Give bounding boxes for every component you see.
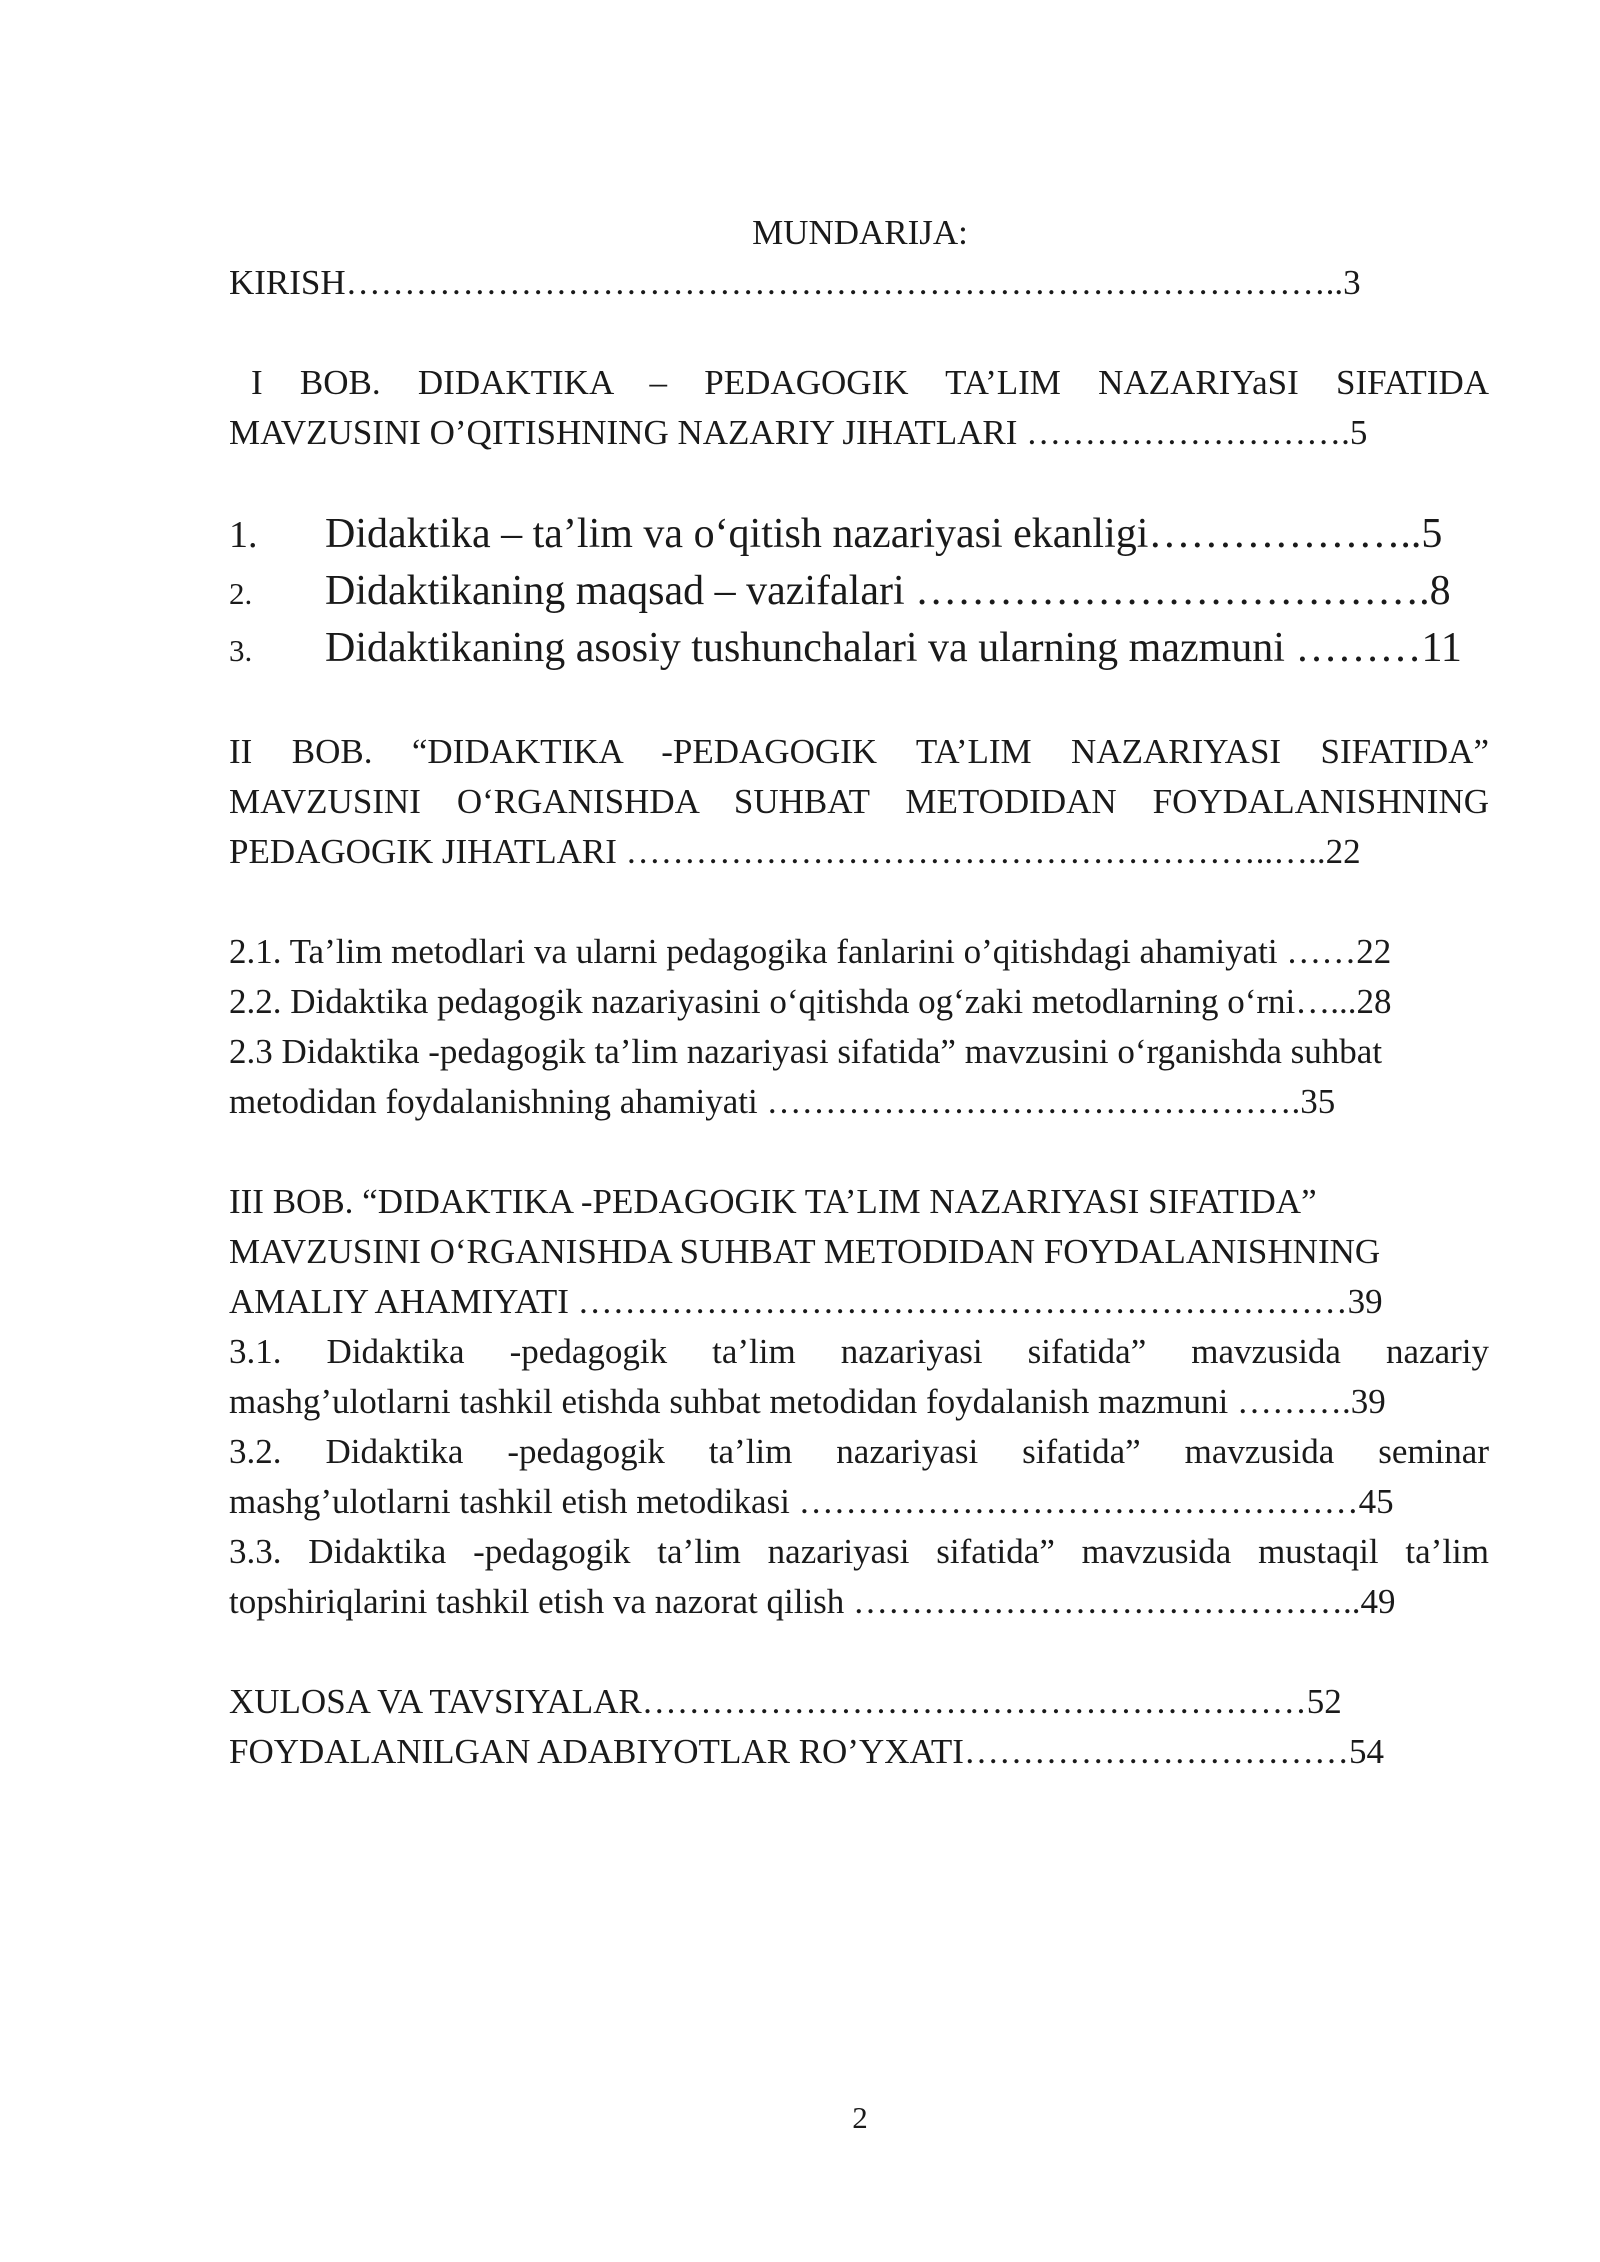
toc-entry-references: FOYDALANILGAN ADABIYOTLAR RO’YXATI……………………………54 [229,1732,1384,1771]
section-3-3-line1: 3.3. Didaktika -pedagogik ta’lim nazariyasi sifatida” mavzusida mustaqil ta’lim [229,1532,1489,1571]
section-2-3-line1: 2.3 Didaktika -pedagogik ta’lim nazariyasi sifatida” mavzusini o‘rganishda suhbat [229,1032,1383,1071]
item-number: 2. [229,576,253,611]
section-2-2: 2.2. Didaktika pedagogik nazariyasini o‘qitishda og‘zaki metodlarning o‘rni…...28 [229,982,1392,1021]
chapter-2-title-line2: MAVZUSINI O‘RGANISHDA SUHBAT METODIDAN FOYDALANISHNING [229,782,1489,821]
toc-entry-kirish: KIRISH…………………………………………………………………………..3 [229,263,1361,302]
item-text: Didaktikaning maqsad – vazifalari ……………………………….8 [325,568,1451,614]
chapter-1-item-2 [229,563,1489,622]
chapter-3-title-line3: AMALIY AHAMIYATI …………………………………………………………39 [229,1282,1383,1321]
page-number: 2 [852,2100,868,2135]
section-3-2-line1: 3.2. Didaktika -pedagogik ta’lim nazariyasi sifatida” mavzusida seminar [229,1432,1489,1471]
chapter-2-title-line1: II BOB. “DIDAKTIKA -PEDAGOGIK TA’LIM NAZARIYASI SIFATIDA” [229,732,1489,771]
chapter-1-item-1 [229,506,1489,563]
item-number: 1. [229,514,258,556]
item-text: Didaktikaning asosiy tushunchalari va ularning mazmuni ………11 [325,625,1462,671]
toc-entry-conclusion: XULOSA VA TAVSIYALAR…………………………………………………52 [229,1682,1342,1721]
chapter-1-title-line2: MAVZUSINI O’QITISHNING NAZARIY JIHATLARI ……………………….5 [229,413,1368,452]
chapter-1-title-line1: I BOB. DIDAKTIKA – PEDAGOGIK TA’LIM NAZARIYaSI SIFATIDA [251,363,1489,402]
chapter-2-title-line3: PEDAGOGIK JIHATLARI ………………………………………………..…..22 [229,832,1361,871]
section-3-3-line2: topshiriqlarini tashkil etish va nazorat qilish ……………………………………..49 [229,1582,1396,1621]
toc-title: MUNDARIJA: [752,213,968,252]
item-text: Didaktika – ta’lim va o‘qitish nazariyasi ekanligi………………..5 [325,511,1443,557]
item-number: 3. [229,633,253,668]
chapter-3-title-line2: MAVZUSINI O‘RGANISHDA SUHBAT METODIDAN FOYDALANISHNING [229,1232,1381,1271]
chapter-1-item-3 [229,620,1489,679]
section-3-2-line2: mashg’ulotlarni tashkil etish metodikasi …………………………………………45 [229,1482,1394,1521]
section-3-1-line2: mashg’ulotlarni tashkil etishda suhbat metodidan foydalanish mazmuni ……….39 [229,1382,1386,1421]
section-2-1: 2.1. Ta’lim metodlari va ularni pedagogika fanlarini o’qitishdagi ahamiyati ……22 [229,932,1392,971]
chapter-3-title-line1: III BOB. “DIDAKTIKA -PEDAGOGIK TA’LIM NAZARIYASI SIFATIDA” [229,1182,1317,1221]
section-2-3-line2: metodidan foydalanishning ahamiyati ……………………………………….35 [229,1082,1336,1121]
section-3-1-line1: 3.1. Didaktika -pedagogik ta’lim nazariyasi sifatida” mavzusida nazariy [229,1332,1489,1371]
